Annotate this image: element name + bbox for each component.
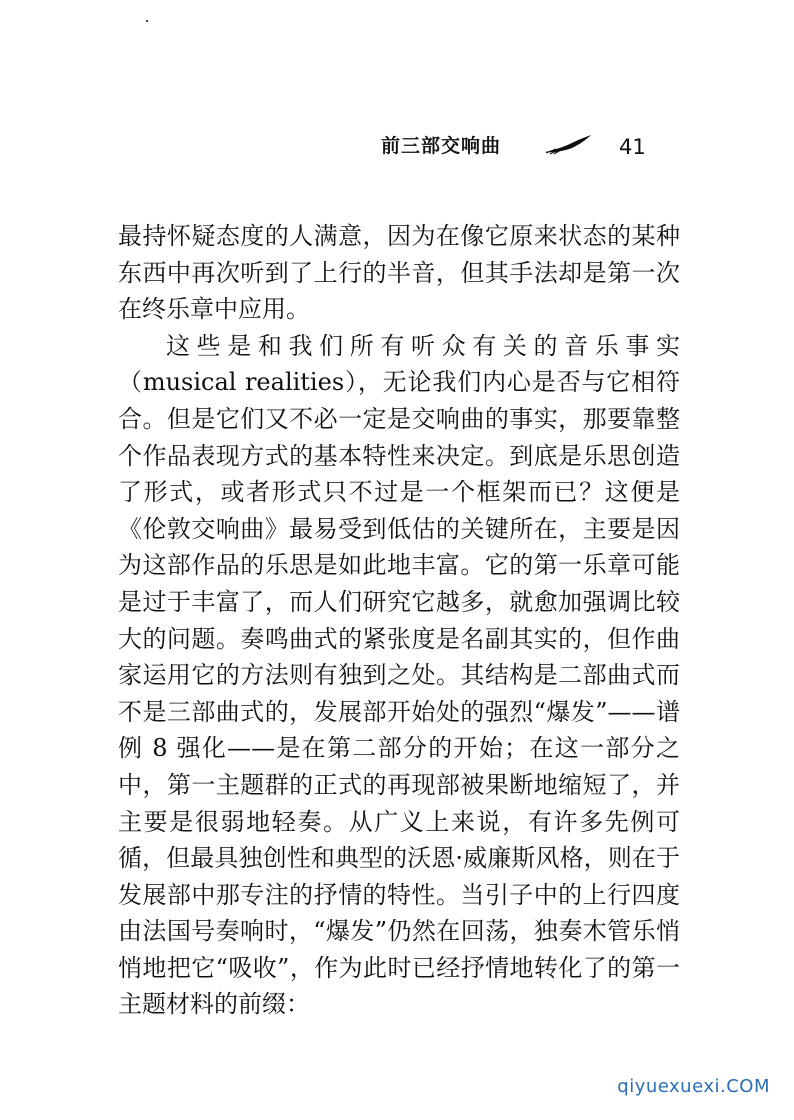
page-number: 41 — [619, 135, 646, 159]
site-watermark: qiyuexuexi.COM — [617, 1076, 770, 1097]
quill-flourish-icon — [544, 134, 592, 156]
running-head — [381, 133, 661, 163]
body-text — [118, 218, 680, 1023]
paragraph-continued: 最持怀疑态度的人满意，因为在像它原来状态的某种东西中再次听到了上行的半音，但其手法却是第一次在终乐章中应用。 — [118, 222, 680, 324]
scan-mark — [146, 20, 148, 22]
paragraph-main: 这些是和我们所有听众有关的音乐事实（musical realities），无论我们内心是否与它相符合。但是它们又不必一定是交响曲的事实，那要靠整个作品表现方式的基本特性来决定。到底是乐思创造了形式，或者形式只不过是一个框架而已？这便是《伦敦交响曲》最易受到低估的关键所在，主要是因为这部作品的乐思是如此地丰富。它的第一乐章可能是过于丰富了，而人们研究它越多，就愈加强调比较大的问题。奏鸣曲式的紧张度是名副其实的，但作曲家运用它的方法则有独到之处。其结构是二部曲式而不是三部曲式的，发展部开始处的强烈“爆发”——谱例 8 强化——是在第二部分的开始；在这一部分之中，第一主题群的正式的再现部被果断地缩短了，并主要是很弱地轻奏。从广义上来说，有许多先例可循，但最具独创性和典型的沃恩·威廉斯风格，则在于发展部中那专注的抒情的特性。当引子中的上行四度由法国号奏响时，“爆发”仍然在回荡，独奏木管乐悄悄地把它“吸收”，作为此时已经抒情地转化了的第一主题材料的前缀： — [118, 331, 680, 1019]
running-title: 前三部交响曲 — [381, 135, 502, 157]
